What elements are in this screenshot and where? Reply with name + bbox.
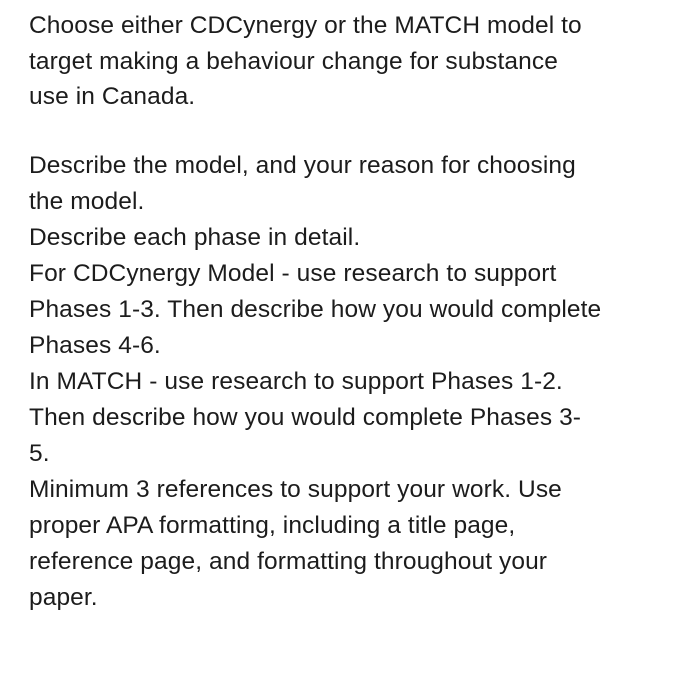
instruction-line: paper. xyxy=(29,583,98,611)
intro-line: use in Canada. xyxy=(29,83,196,110)
instruction-line: reference page, and formatting throughout your xyxy=(29,547,548,575)
intro-paragraph xyxy=(29,8,689,115)
intro-line: Choose either CDCynergy or the MATCH model to xyxy=(29,12,582,39)
intro-line: target making a behaviour change for substance xyxy=(29,47,558,75)
instruction-line: the model. xyxy=(29,187,145,215)
instruction-line: Describe the model, and your reason for choosing xyxy=(29,151,576,179)
instruction-line: 5. xyxy=(29,439,50,467)
instruction-line: Describe each phase in detail. xyxy=(29,223,361,251)
instructions-paragraph xyxy=(29,148,689,616)
instruction-line: Minimum 3 references to support your work. Use xyxy=(29,475,562,503)
instruction-line: proper APA formatting, including a title page, xyxy=(29,511,516,539)
instruction-line: Then describe how you would complete Phases 3- xyxy=(29,403,582,431)
instruction-line: Phases 1-3. Then describe how you would complete xyxy=(29,295,602,323)
instruction-line: Phases 4-6. xyxy=(29,331,161,359)
instruction-line: For CDCynergy Model - use research to support xyxy=(29,259,557,287)
instruction-line: In MATCH - use research to support Phases 1-2. xyxy=(29,367,563,395)
paragraph-spacer xyxy=(29,115,689,148)
assignment-document xyxy=(29,8,689,616)
